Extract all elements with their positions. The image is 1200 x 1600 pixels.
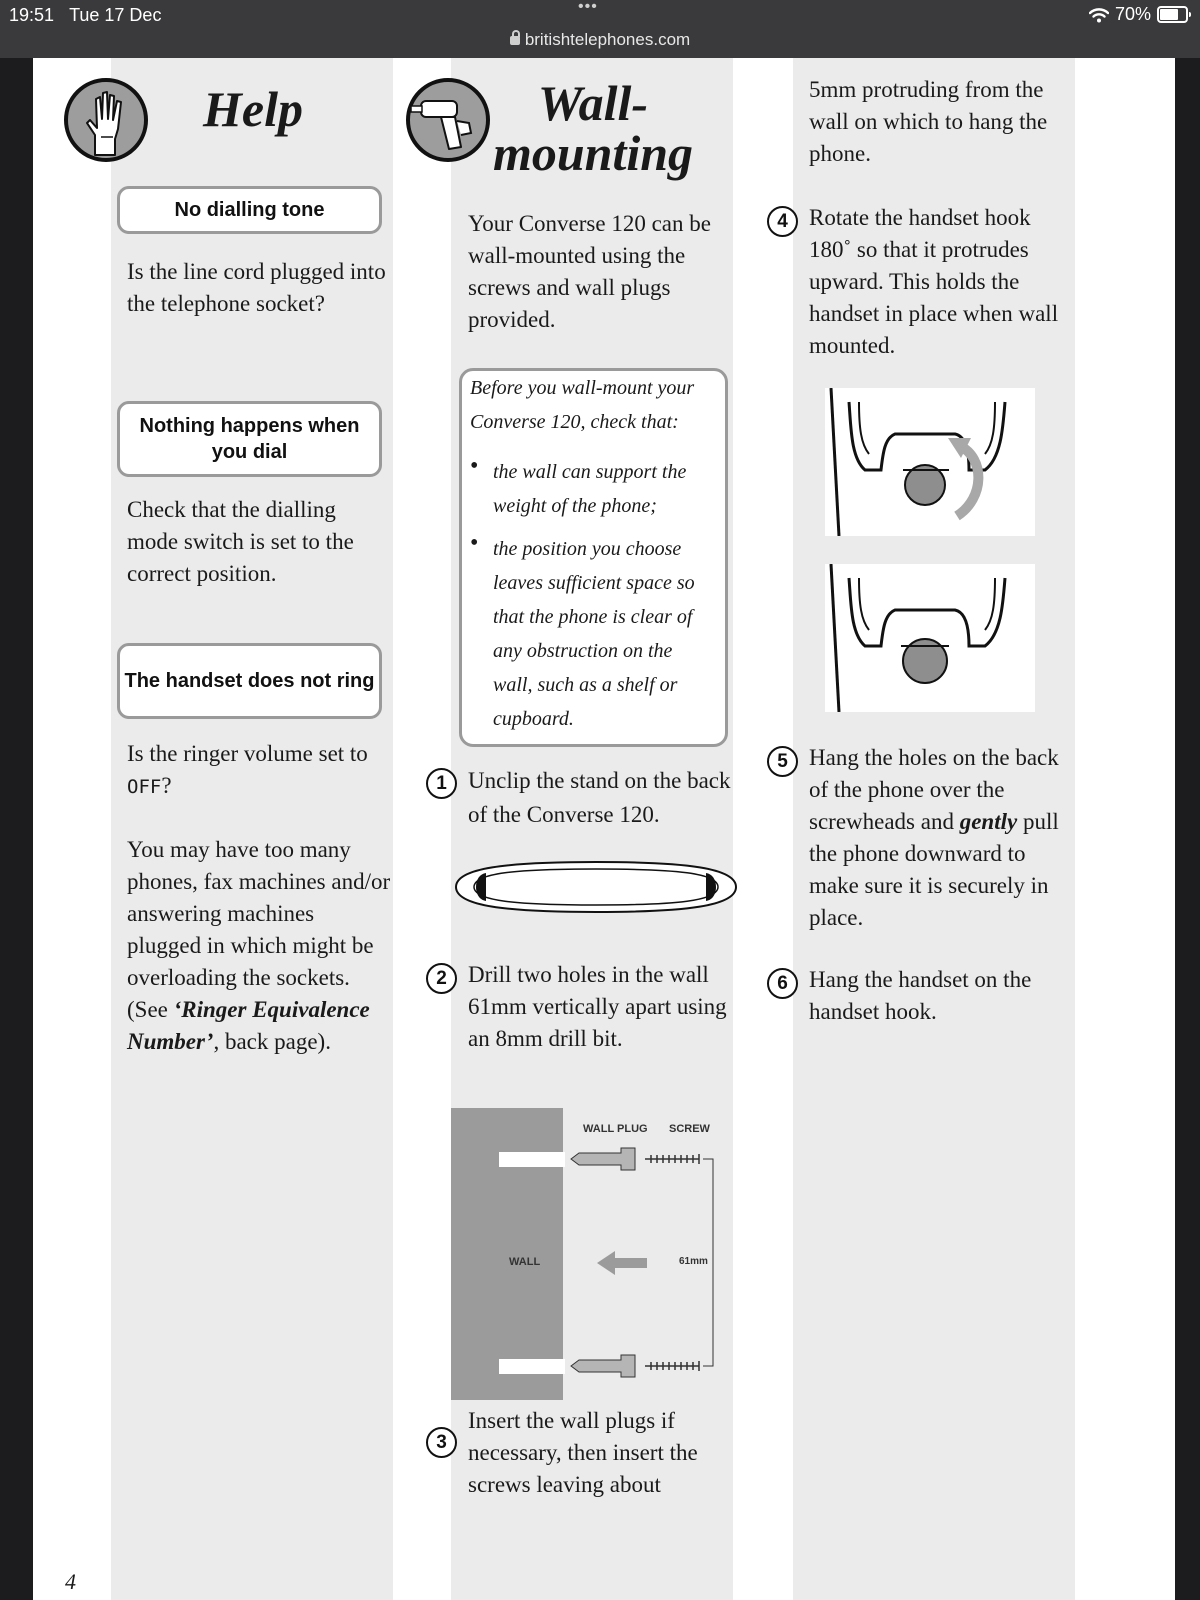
status-time: 19:51 Tue 17 Dec <box>9 5 162 25</box>
label-wall: WALL <box>509 1256 541 1268</box>
label-61mm: 61mm <box>679 1256 708 1267</box>
step-2-text: Drill two holes in the wall 61mm vertically apart using an 8mm drill bit. <box>468 962 727 1051</box>
wall-mounting-title: Wall- mounting <box>492 75 694 181</box>
label-screw: SCREW <box>669 1123 710 1135</box>
page-number: 4 <box>65 1569 76 1594</box>
wall-plug-diagram <box>451 1108 741 1400</box>
stand-illustration <box>446 856 746 918</box>
hook-upright-illustration <box>825 564 1035 712</box>
step-3-continued: 5mm protruding from the wall on which to hang the phone. <box>809 77 1048 166</box>
precautions-intro: Before you wall-mount your Converse 120, check that: <box>470 377 695 433</box>
paragraph-ringer-volume: Is the ringer volume set to OFF? <box>127 741 368 798</box>
wifi-icon <box>1089 7 1109 23</box>
heading-nothing-happens: Nothing happens when you dial <box>117 401 382 477</box>
step-1-text: Unclip the stand on the back of the Converse 120. <box>468 768 731 827</box>
step-3-text: Insert the wall plugs if necessary, then insert the screws leaving about <box>468 1408 698 1497</box>
paragraph-line-cord: Is the line cord plugged into the telephone socket? <box>127 259 386 316</box>
step-6-number: 6 <box>767 968 798 999</box>
step-4-number: 4 <box>767 206 798 237</box>
battery-icon <box>1157 6 1188 23</box>
step-2-number: 2 <box>426 963 457 994</box>
url-text: britishtelephones.com <box>524 30 691 49</box>
heading-handset-not-ring: The handset does not ring <box>117 643 382 719</box>
step-5-number: 5 <box>767 746 798 777</box>
precaution-2: the position you choose leaves sufficient space so that the phone is clear of any obstruction on the wall, such as a shelf or cupboard. <box>493 538 695 730</box>
step-4-text: Rotate the handset hook 180˚ so that it protrudes upward. This holds the handset in place when wall mounted. <box>809 205 1059 358</box>
status-bar <box>0 0 1200 58</box>
paragraph-dialling-mode: Check that the dialling mode switch is set to the correct position. <box>127 497 354 586</box>
status-indicators <box>1089 4 1188 25</box>
step-5-text: Hang the holes on the back of the phone over the screwheads and gently pull the phone downward to make sure it is securely in place. <box>809 745 1059 930</box>
hook-rotate-illustration <box>825 388 1035 536</box>
lock-icon <box>510 36 520 45</box>
step-1-number: 1 <box>426 768 457 799</box>
heading-no-dialling-tone: No dialling tone <box>117 186 382 234</box>
more-dots-icon[interactable]: ••• <box>578 0 598 15</box>
bullet-dot: • <box>470 530 479 556</box>
precaution-1: the wall can support the weight of the phone; <box>493 461 687 517</box>
help-title: Help <box>203 81 303 137</box>
document-page[interactable] <box>33 58 1175 1600</box>
hand-icon <box>63 77 149 163</box>
address-bar[interactable] <box>0 30 1200 50</box>
step-6-text: Hang the handset on the handset hook. <box>809 967 1032 1024</box>
label-wall-plug: WALL PLUG <box>583 1123 648 1135</box>
paragraph-intro: Your Converse 120 can be wall-mounted using the screws and wall plugs provided. <box>468 211 711 332</box>
precautions-box <box>459 368 728 747</box>
bullet-dot: • <box>470 453 479 479</box>
paragraph-too-many-phones: You may have too many phones, fax machines and/or answering machines plugged in which might be overloading the sockets. (See ‘Ringer Equivalence Number’, back page). <box>127 837 391 1054</box>
battery-percent: 70% <box>1114 4 1151 24</box>
step-3-number: 3 <box>426 1427 457 1458</box>
